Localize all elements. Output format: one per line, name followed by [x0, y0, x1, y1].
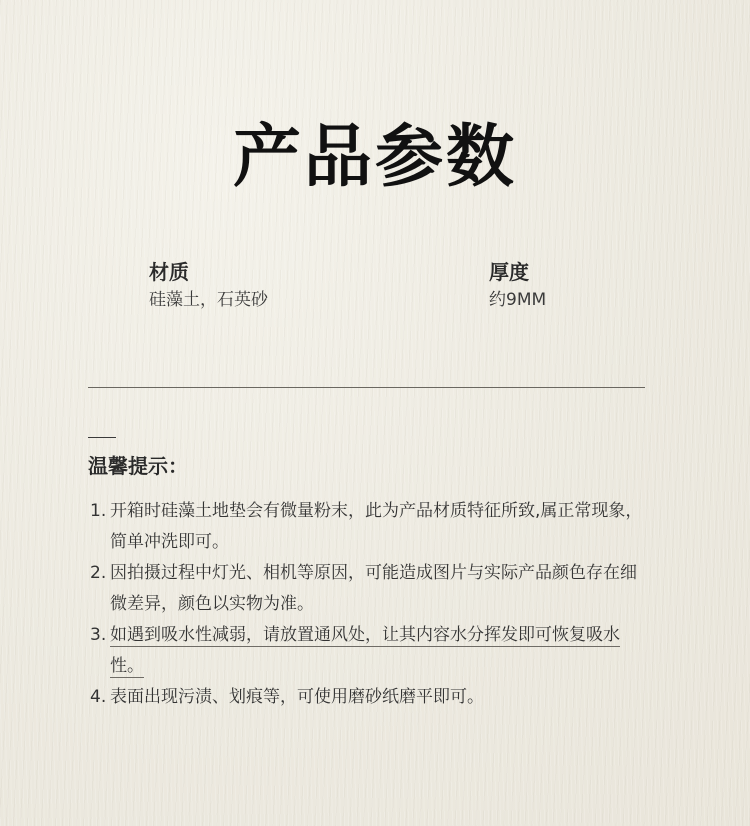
spec-material-value: 硅藻土，石英砂	[149, 290, 268, 310]
tips-list	[88, 496, 648, 713]
tip-text: 表面出现污渍、划痕等，可使用磨砂纸磨平即可。	[110, 687, 484, 707]
tips-heading: 温馨提示：	[88, 454, 188, 478]
spec-material-label: 材质	[149, 260, 189, 284]
spec-thickness-label: 厚度	[489, 260, 529, 284]
tip-number: 4 .	[90, 682, 110, 713]
page-title: 产品参数	[232, 118, 517, 197]
heading-accent-rule	[88, 437, 116, 438]
spec-thickness	[489, 258, 546, 312]
tip-item	[88, 620, 648, 682]
tip-number: 3 .	[90, 620, 110, 651]
tip-text: 如遇到吸水性减弱，请放置通风处，让其内容水分挥发即可恢复吸水性。	[110, 625, 620, 676]
tip-text: 开箱时硅藻土地垫会有微量粉末，此为产品材质特征所致,属正常现象，简单冲洗即可。	[110, 501, 643, 552]
tip-item	[88, 496, 648, 558]
tip-item	[88, 558, 648, 620]
tip-number: 1 .	[90, 496, 110, 527]
spec-material	[149, 258, 268, 312]
section-divider	[88, 387, 645, 388]
tip-number: 2 .	[90, 558, 110, 589]
spec-thickness-value: 约9MM	[489, 290, 547, 310]
tip-text: 因拍摄过程中灯光、相机等原因，可能造成图片与实际产品颜色存在细微差异，颜色以实物为准。	[110, 563, 637, 614]
tip-item	[88, 682, 648, 713]
